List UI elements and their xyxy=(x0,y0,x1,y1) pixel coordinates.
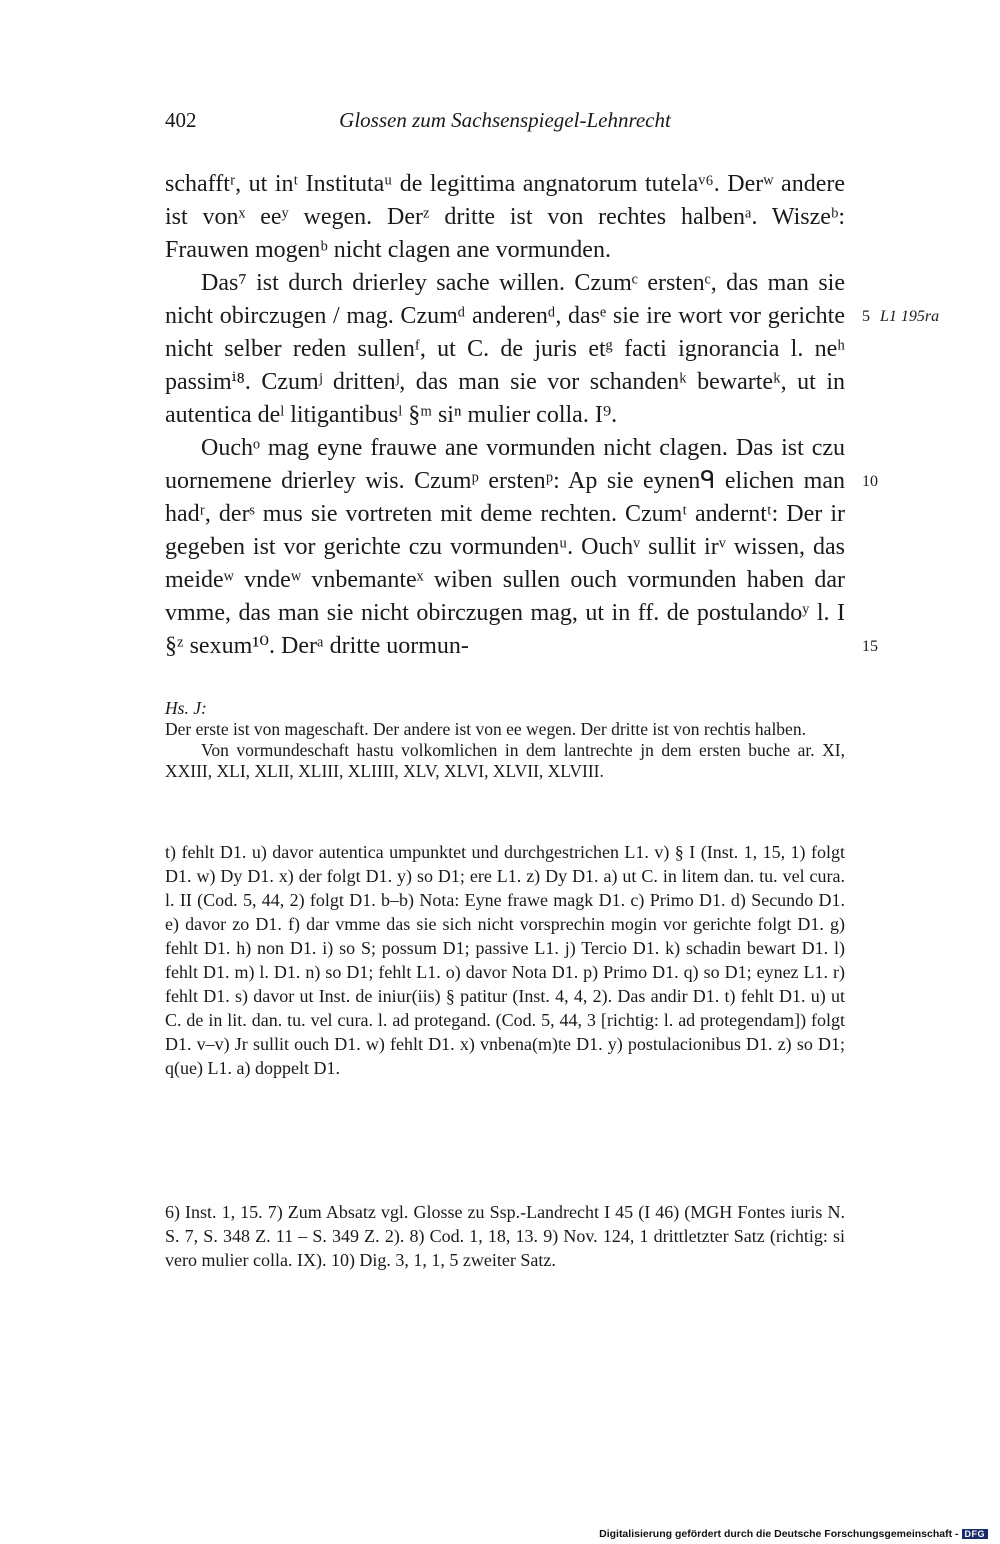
line-number-15: 15 xyxy=(862,638,878,655)
notes-text: 6) Inst. 1, 15. 7) Zum Absatz vgl. Glosse zu Ssp.-Landrecht I 45 (I 46) (MGH Fontes iuris N. S. 7, S. 348 Z. 11 – S. 349 Z. 2). 8) Cod. 1, 18, 13. 9) Nov. 124, 1 drittletzter Satz (richtig: si vero mulier colla. IX). 10) Dig. 3, 1, 1, 5 zweiter Satz. xyxy=(165,1202,845,1270)
page-header xyxy=(165,108,845,138)
line-number-5-value: 5 xyxy=(862,308,870,325)
main-paragraph-2: Das⁷ ist durch drierley sache willen. Czumᶜ erstenᶜ, das man sie nicht obirczugen / mag. Czumᵈ anderenᵈ, dasᵉ sie ire wort vor gerichte nicht selber reden sullenᶠ, ut C. de juris etᵍ facti ignorancia l. neʰ passimⁱ⁸. Czumʲ drittenʲ, das man sie vor schandenᵏ bewarteᵏ, ut in autentica deˡ litigantibusˡ §ᵐ siⁿ mulier colla. I⁹. xyxy=(165,270,845,428)
apparatus-text: t) fehlt D1. u) davor autentica umpunktet und durchgestrichen L1. v) § I (Inst. 1, 15, 1) folgt D1. w) Dy D1. x) der folgt D1. y) so D1; ere L1. z) Dy D1. a) ut C. in litem dan. tu. vel cura. l. II (Cod. 5, 44, 2) folgt D1. b–b) Nota: Eyne frawe magk D1. c) Primo D1. d) Secundo D1. e) davor zo D1. f) dar vmme das sie sich nicht vorsprechin mogin vor gerichte folgt D1. g) fehlt D1. h) non D1. i) so S; possum D1; passive L1. j) Tercio D1. k) schadin bewart D1. l) fehlt D1. m) l. D1. n) so D1; fehlt L1. o) davor Nota D1. p) Primo D1. q) so D1; eynez L1. r) fehlt D1. s) davor ut Inst. de iniur(iis) § patitur (Inst. 4, 4, 2). Das andir D1. t) fehlt D1. u) ut C. de in lit. dan. tu. vel cura. l. ad protegand. (Cod. 5, 44, 3 [richtig: l. ad protegendam]) folgt D1. v–v) Jr sullit ouch D1. w) fehlt D1. x) vnbena(m)te D1. y) postulacionibus D1. z) so D1; q(ue) L1. a) doppelt D1. xyxy=(165,842,845,1078)
hs-j-label: Hs. J: xyxy=(165,698,207,718)
footer-text: Digitalisierung gefördert durch die Deutsche Forschungsgemeinschaft - xyxy=(599,1528,959,1540)
digitization-footer xyxy=(599,1528,988,1540)
main-paragraph-3: Ouchᵒ mag eyne frauwe ane vormunden nicht clagen. Das ist czu uornemene drierley wis. Czumᵖ erstenᵖ: Ap sie eynenᑫ elichen man hadʳ, derˢ mus sie vortreten mit deme rechten. Czumᵗ anderntᵗ: Der ir gegeben ist vor gerichte czu vormundenᵘ. Ouchᵛ sullit irᵛ wissen, das meideʷ vndeʷ vnbemanteˣ wiben sullen ouch vormunden haben dar vmme, das man sie nicht obirczugen mag, ut in ff. de postulandoʸ l. I §ᶻ sexum¹⁰. Derᵃ dritte uormun- xyxy=(165,435,845,659)
line-number-10: 10 xyxy=(862,473,878,490)
running-title: Glossen zum Sachsenspiegel-Lehnrecht xyxy=(339,108,671,132)
hs-j-line-2: Von vormundeschaft hastu volkomlichen in dem lantrechte jn dem ersten buche ar. XI, XXIII, XLI, XLII, XLIII, XLIIII, XLV, XLVI, XLVII, XLVIII. xyxy=(165,740,845,781)
main-text xyxy=(165,168,940,663)
folio-siglum: L1 195ra xyxy=(880,308,940,325)
manuscript-j-variant xyxy=(165,698,845,782)
critical-apparatus xyxy=(165,840,845,1080)
source-notes xyxy=(165,1200,845,1272)
main-paragraph-1: schafftʳ, ut inᵗ Institutaᵘ de legittima angnatorum tutelaᵛ⁶. Derʷ andere ist vonˣ eeʸ wegen. Derᶻ dritte ist von rechtes halbenᵃ. Wiszeᵇ: Frauwen mogenᵇ nicht clagen ane vormunden. xyxy=(165,171,845,263)
hs-j-line-1: Der erste ist von mageschaft. Der andere ist von ee wegen. Der dritte ist von rechtis halben. xyxy=(165,719,806,739)
dfg-logo: DFG xyxy=(962,1529,989,1539)
line-number-5 xyxy=(862,300,939,333)
page-number: 402 xyxy=(165,108,197,132)
